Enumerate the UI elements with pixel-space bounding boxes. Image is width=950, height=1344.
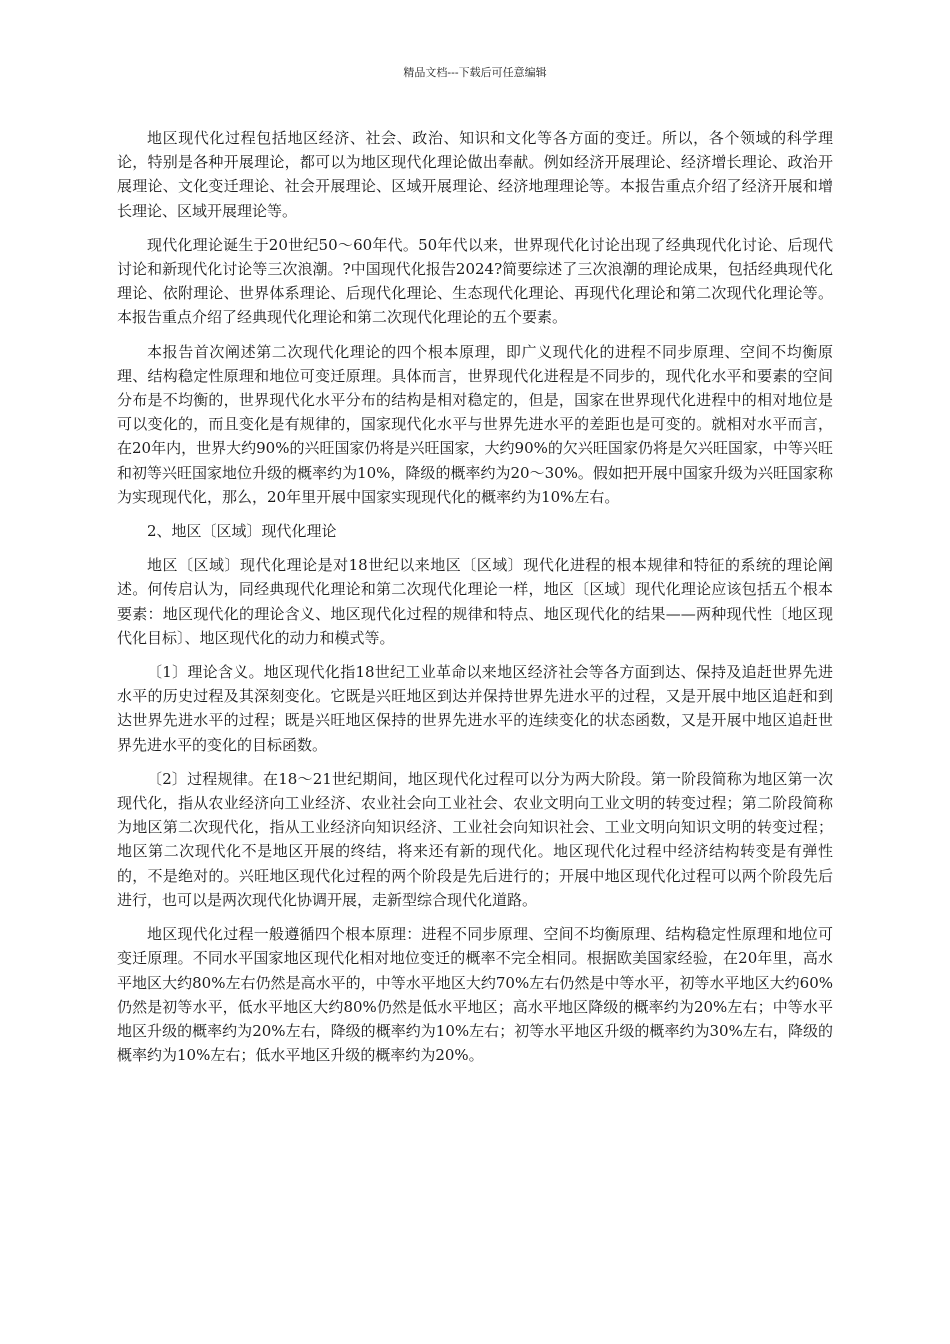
paragraph-process-rules: 〔2〕过程规律。在18～21世纪期间，地区现代化过程可以分为两大阶段。第一阶段简称为地区第一次现代化，指从农业经济向工业经济、农业社会向工业社会、农业文明向工业文明的转变过程；第二阶段简称为地区第二次现代化，指从工业经济向知识经济、工业社会向知识社会、工业文明向知识文明的转变过程；地区第二次现代化不是地区开展的终结，将来还有新的现代化。地区现代化过程中经济结构转变是有弹性的，不是绝对的。兴旺地区现代化过程的两个阶段是先后进行的；开展中地区现代化过程可以两个阶段先后进行，也可以是两次现代化协调开展，走新型综合现代化道路。 bbox=[117, 769, 833, 909]
paragraph-regional-theories: 地区现代化过程包括地区经济、社会、政治、知识和文化等各方面的变迁。所以，各个领域的科学理论，特别是各种开展理论，都可以为地区现代化理论做出奉献。例如经济开展理论、经济增长理论、政治开展理论、文化变迁理论、社会开展理论、区域开展理论、经济地理理论等。本报告重点介绍了经济开展和增长理论、区域开展理论等。 bbox=[117, 129, 833, 220]
paragraph-four-principles: 本报告首次阐述第二次现代化理论的四个根本原理，即广义现代化的进程不同步原理、空间不均衡原理、结构稳定性原理和地位可变迁原理。具体而言，世界现代化进程是不同步的，现代化水平和要素的空间分布是不均衡的，世界现代化水平分布的结构是相对稳定的，但是，国家在世界现代化进程中的相对地位是可以变化的，而且变化是有规律的，国家现代化水平与世界先进水平的差距也是可变的。就相对水平而言，在20年内，世界大约90%的兴旺国家仍将是兴旺国家，大约90%的欠兴旺国家仍将是欠兴旺国家，中等兴旺和初等兴旺国家地位升级的概率约为10%，降级的概率约为20～30%。假如把开展中国家升级为兴旺国家称为实现现代化，那么，20年里开展中国家实现现代化的概率约为10%左右。 bbox=[117, 342, 833, 506]
paragraph-theory-meaning: 〔1〕理论含义。地区现代化指18世纪工业革命以来地区经济社会等各方面到达、保持及追赶世界先进水平的历史过程及其深刻变化。它既是兴旺地区到达并保持世界先进水平的过程，又是开展中地区追赶和到达世界先进水平的过程；既是兴旺地区保持的世界先进水平的连续变化的状态函数，又是开展中地区追赶世界先进水平的变化的目标函数。 bbox=[117, 663, 833, 754]
document-body bbox=[117, 126, 833, 1077]
paragraph-modernization-origins: 现代化理论诞生于20世纪50～60年代。50年代以来，世界现代化讨论出现了经典现代化讨论、后现代讨论和新现代化讨论等三次浪潮。?中国现代化报告2024?简要综述了三次浪潮的理论成果，包括经典现代化理论、依附理论、世界体系理论、后现代化理论、生态现代化理论、再现代化理论和第二次现代化理论等。本报告重点介绍了经典现代化理论和第二次现代化理论的五个要素。 bbox=[117, 235, 833, 327]
section-heading: 2、地区〔区域〕现代化理论 bbox=[147, 522, 337, 541]
paragraph-regional-theory-definition: 地区〔区域〕现代化理论是对18世纪以来地区〔区域〕现代化进程的根本规律和特征的系统的理论阐述。何传启认为，同经典现代化理论和第二次现代化理论一样，地区〔区域〕现代化理论应该包括五个根本要素：地区现代化的理论含义、地区现代化过程的规律和特点、地区现代化的结果——两种现代性〔地区现代化目标〕、地区现代化的动力和模式等。 bbox=[117, 556, 833, 647]
page-header: 精品文档---下载后可任意编辑 bbox=[403, 66, 547, 79]
paragraph-transition-probabilities: 地区现代化过程一般遵循四个根本原理：进程不同步原理、空间不均衡原理、结构稳定性原理和地位可变迁原理。不同水平国家地区现代化相对地位变迁的概率不完全相同。根据欧美国家经验，在20年里，高水平地区大约80%左右仍然是高水平的，中等水平地区大约70%左右仍然是中等水平，初等水平地区大约60%仍然是初等水平，低水平地区大约80%仍然是低水平地区；高水平地区降级的概率约为20%左右；中等水平地区升级的概率约为20%左右，降级的概率约为10%左右；初等水平地区升级的概率约为30%左右，降级的概率约为10%左右；低水平地区升级的概率约为20%。 bbox=[117, 925, 833, 1065]
